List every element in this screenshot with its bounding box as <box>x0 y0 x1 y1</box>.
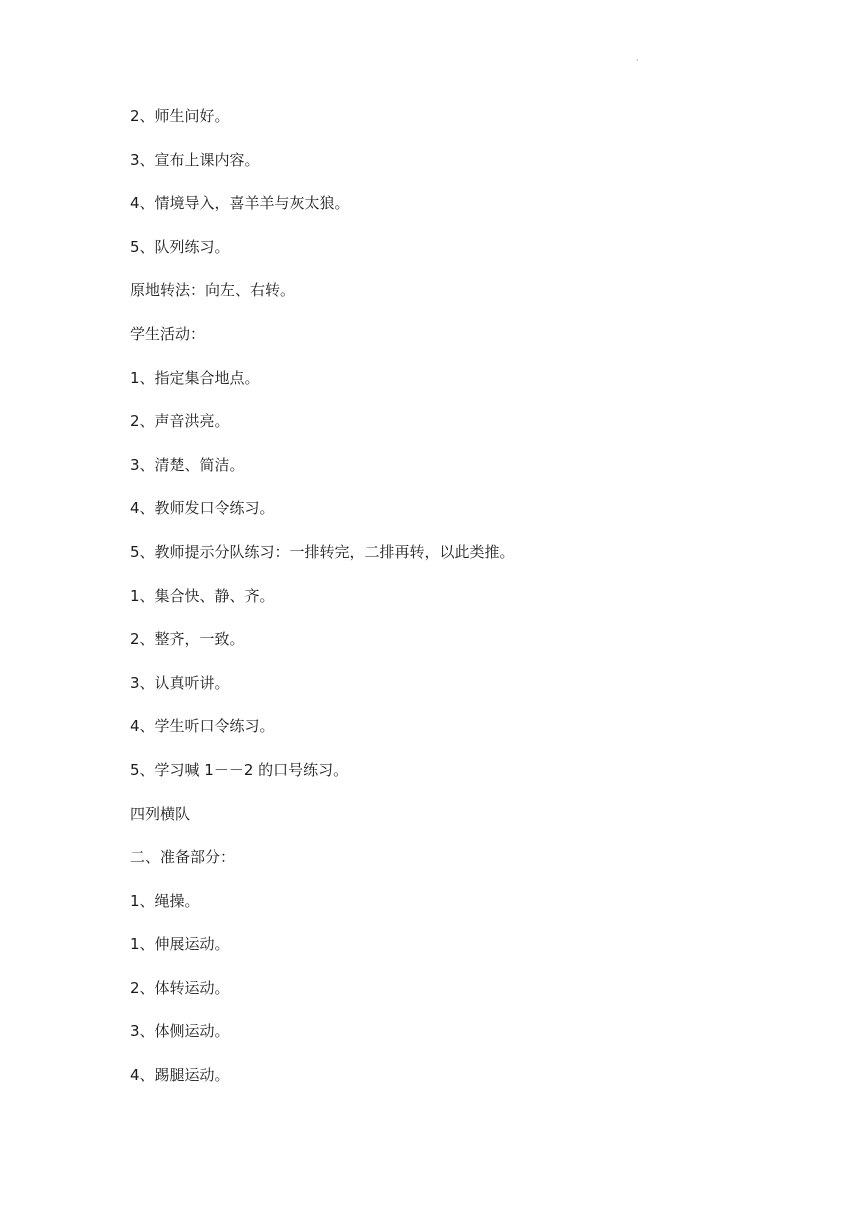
text-line: 原地转法：向左、右转。 <box>130 281 296 300</box>
text-line: 2、体转运动。 <box>130 978 230 997</box>
text-line: 4、学生听口令练习。 <box>130 717 275 736</box>
text-line: 4、情境导入，喜羊羊与灰太狼。 <box>130 194 350 213</box>
section-heading: 二、准备部分： <box>130 848 236 867</box>
text-line: 四列横队 <box>130 804 191 823</box>
text-line: 5、队列练习。 <box>130 237 230 256</box>
header-dot-mark: · <box>636 56 639 65</box>
text-line: 1、伸展运动。 <box>130 935 230 954</box>
text-line: 2、整齐，一致。 <box>130 630 245 649</box>
text-line: 3、宣布上课内容。 <box>130 150 260 169</box>
text-line: 3、认真听讲。 <box>130 673 230 692</box>
section-label: 学生活动： <box>130 324 206 343</box>
text-line: 4、踢腿运动。 <box>130 1066 230 1085</box>
text-line: 3、体侧运动。 <box>130 1022 230 1041</box>
text-line: 5、教师提示分队练习：一排转完，二排再转，以此类推。 <box>130 542 515 561</box>
text-line: 1、集合快、静、齐。 <box>130 586 275 605</box>
text-line: 2、师生问好。 <box>130 107 230 125</box>
document-body <box>130 104 810 1107</box>
text-line: 4、教师发口令练习。 <box>130 499 275 518</box>
text-line: 5、学习喊 1－－2 的口号练习。 <box>130 760 349 779</box>
text-line: 3、清楚、简洁。 <box>130 455 245 474</box>
text-line: 1、指定集合地点。 <box>130 368 260 387</box>
text-line: 2、声音洪亮。 <box>130 412 230 431</box>
text-line: 1、绳操。 <box>130 891 200 910</box>
